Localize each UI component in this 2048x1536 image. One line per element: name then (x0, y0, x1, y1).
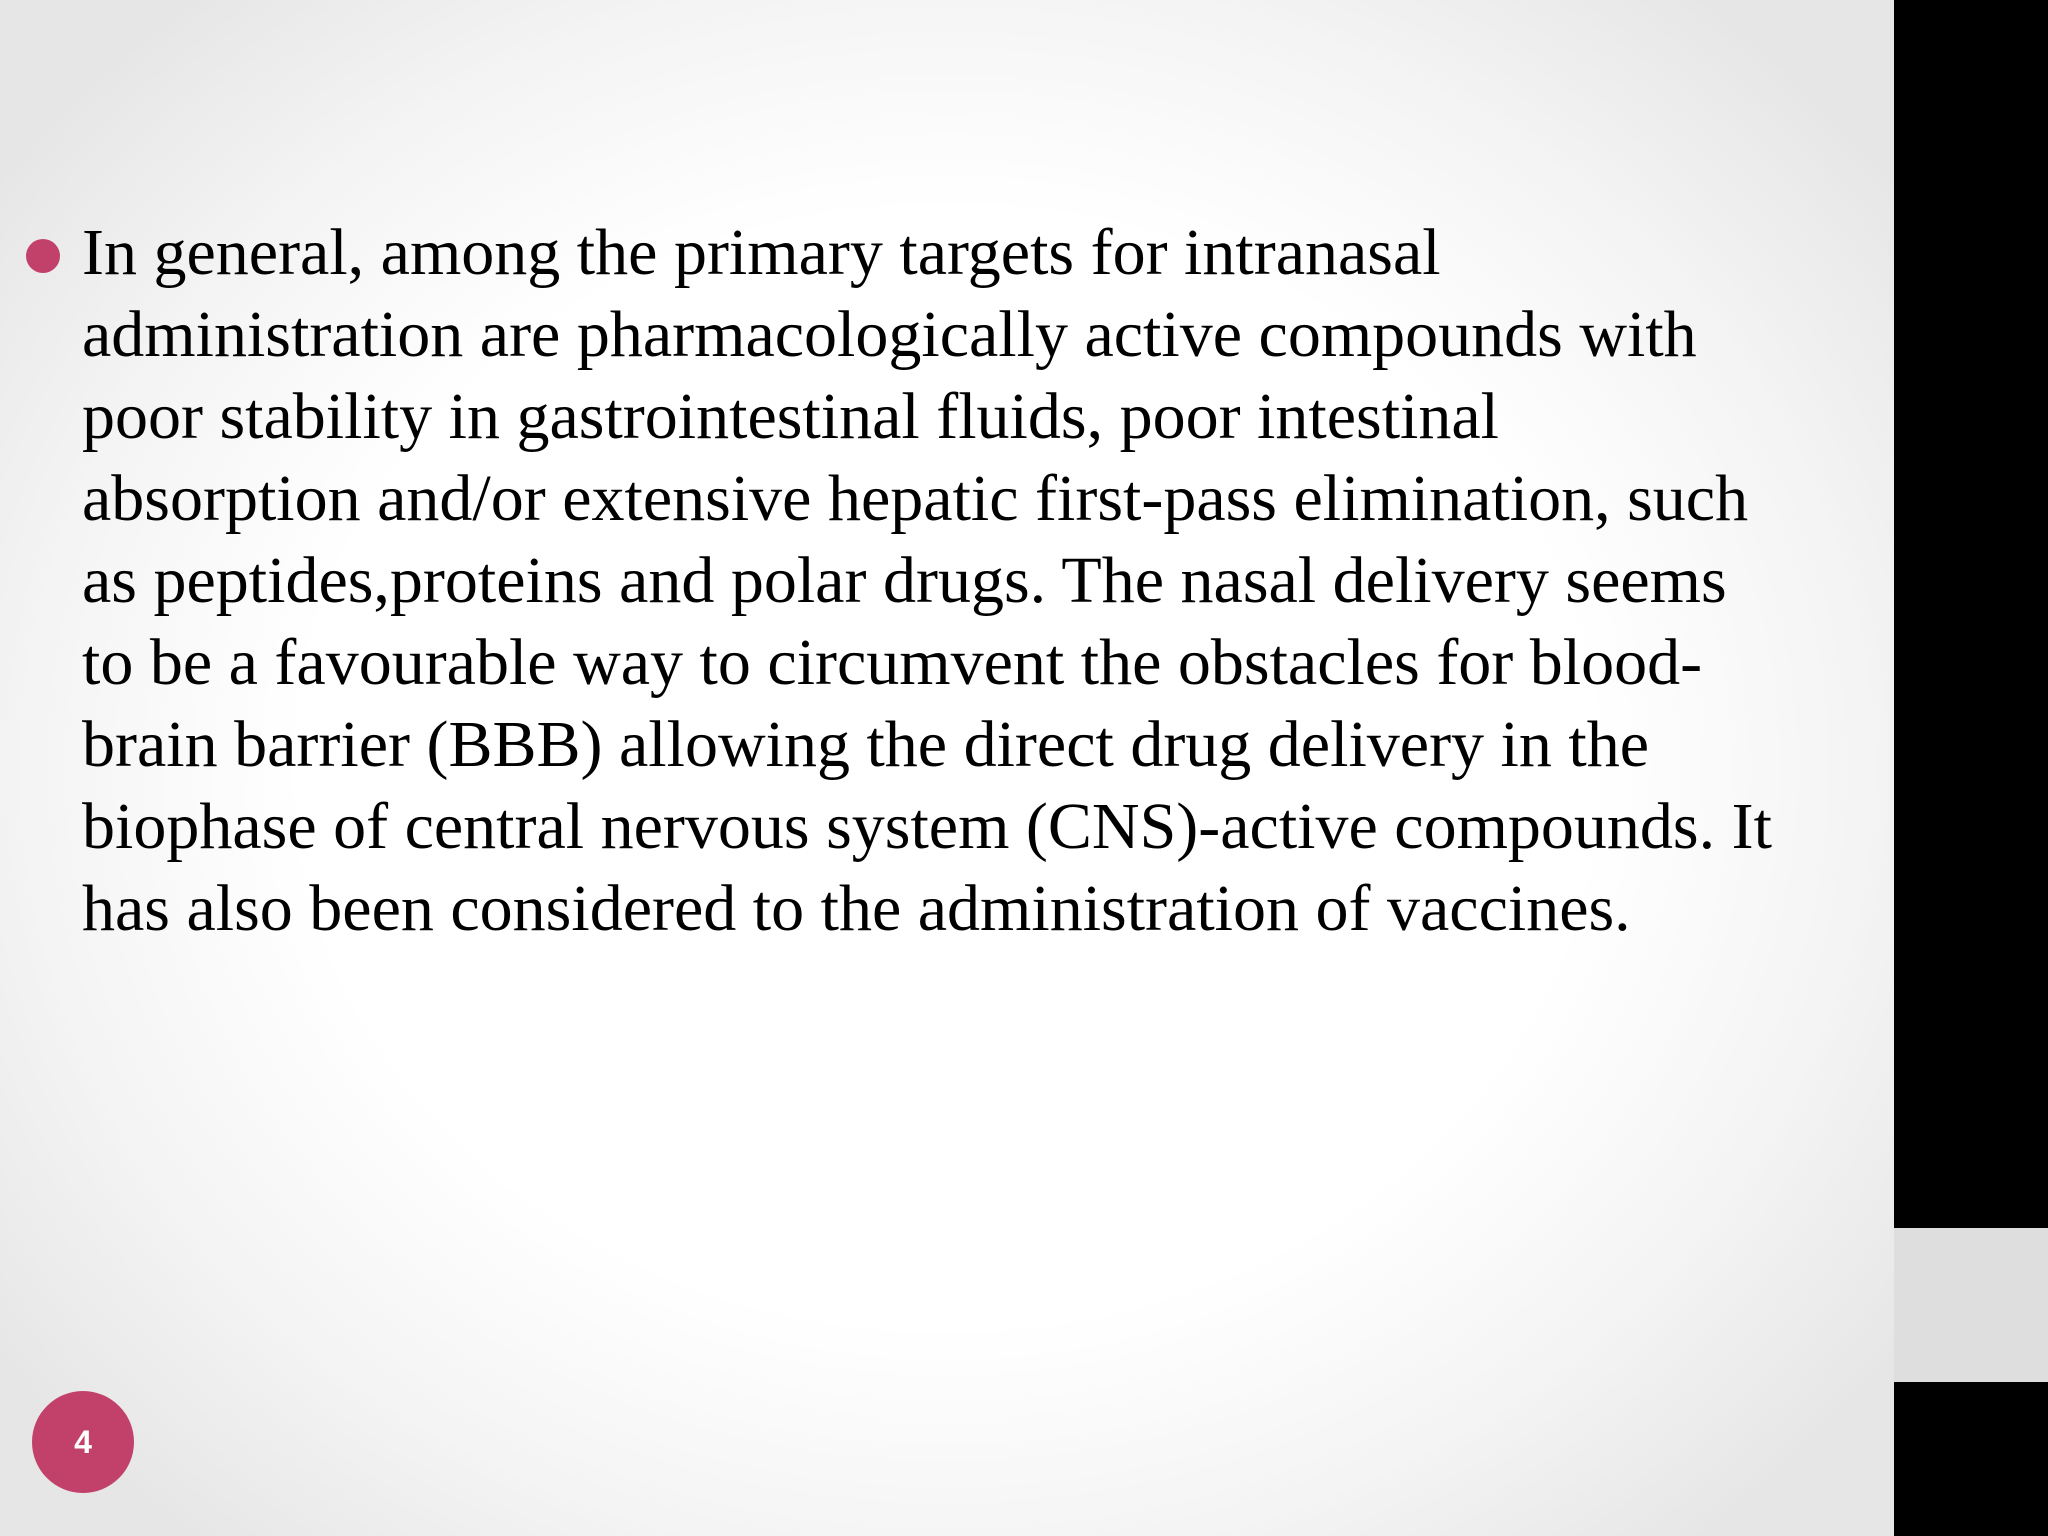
right-edge-strip (1894, 0, 2048, 1536)
slide-content (26, 212, 1866, 950)
right-edge-gray-block (1894, 1228, 2048, 1382)
bullet-circle-icon (26, 239, 60, 273)
bullet-text: In general, among the primary targets for intranasal administration are pharmacologically active compounds with poor stability in gastrointestinal fluids, poor intestinal absorption and/or extensive hepatic first-pass elimination, such as peptides,proteins and polar drugs. The nasal delivery seems to be a favourable way to circumvent the obstacles for blood- brain barrier (BBB) allowing the direct drug delivery in the biophase of central nervous system (CNS)-active compounds. It has also been considered to the administration of vaccines. (82, 216, 1772, 945)
bullet-item (26, 212, 1866, 950)
page-number-badge: 4 (32, 1391, 134, 1493)
